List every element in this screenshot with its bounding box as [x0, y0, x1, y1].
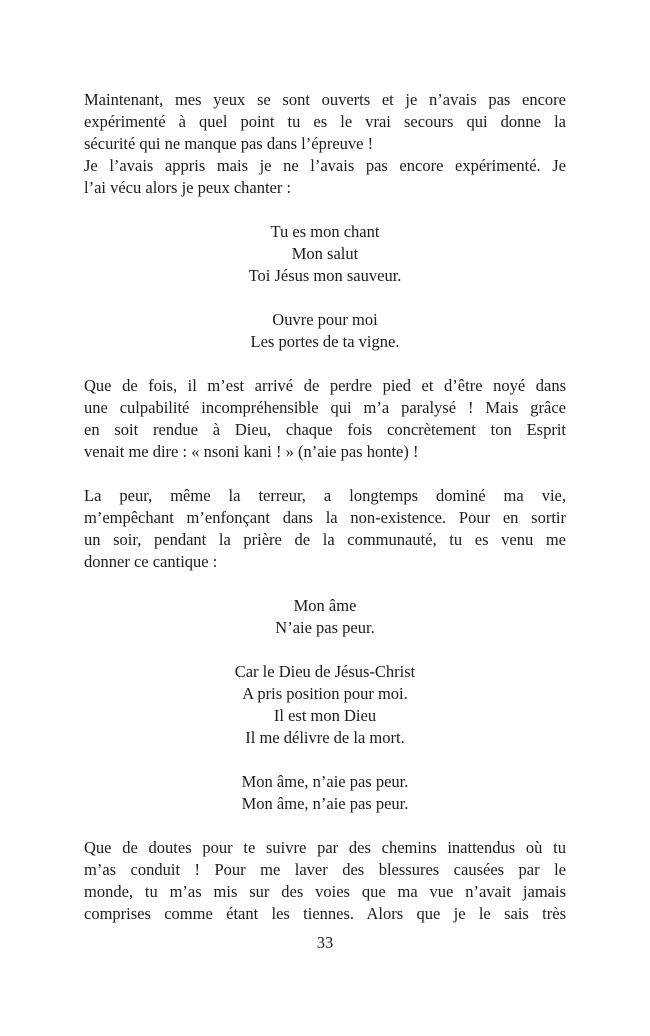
verse-stanza [84, 309, 566, 353]
paragraph [84, 837, 566, 925]
verse-line: Mon âme, n’aie pas peur. [241, 772, 409, 791]
text-line: comprises comme étant les tiennes. Alors que je le sais très [84, 904, 566, 923]
text-line: une culpabilité incompréhensible qui m’a paralysé ! Mais grâce [84, 398, 566, 417]
verse-line: Il est mon Dieu [273, 706, 377, 725]
verse-stanza [84, 595, 566, 639]
verse-line: Toi Jésus mon sauveur. [248, 266, 402, 285]
paragraph [84, 485, 566, 573]
paragraph [84, 89, 566, 155]
verse-line: A pris position pour moi. [242, 684, 408, 703]
text-line: m’empêchant m’enfonçant dans la non-existence. Pour en sortir [84, 508, 566, 527]
text-line: l’ai vécu alors je peux chanter : [84, 178, 292, 197]
verse-line: Car le Dieu de Jésus-Christ [234, 662, 416, 681]
text-line: Maintenant, mes yeux se sont ouverts et je n’avais pas encore [84, 90, 566, 109]
verse-line: Tu es mon chant [270, 222, 380, 241]
paragraph [84, 155, 566, 199]
text-line: venait me dire : « nsoni kani ! » (n’aie pas honte) ! [84, 442, 419, 461]
text-line: Je l’avais appris mais je ne l’avais pas encore expérimenté. Je [84, 156, 566, 175]
text-area [84, 89, 566, 925]
verse-line: Ouvre pour moi [272, 310, 378, 329]
text-line: sécurité qui ne manque pas dans l’épreuve ! [84, 134, 374, 153]
verse-line: Mon âme, n’aie pas peur. [241, 794, 409, 813]
text-line: un soir, pendant la prière de la communauté, tu es venu me [84, 530, 566, 549]
text-line: en soit rendue à Dieu, chaque fois concrètement ton Esprit [84, 420, 566, 439]
verse-line: Les portes de ta vigne. [250, 332, 400, 351]
verse-line: Mon salut [291, 244, 359, 263]
verse-line: Il me délivre de la mort. [245, 728, 405, 747]
text-line: Que de doutes pour te suivre par des chemins inattendus où tu [84, 838, 566, 857]
text-line: La peur, même la terreur, a longtemps dominé ma vie, [84, 486, 566, 505]
verse-stanza [84, 221, 566, 287]
paragraph [84, 375, 566, 463]
text-line: Que de fois, il m’est arrivé de perdre pied et d’être noyé dans [84, 376, 566, 395]
verse-stanza [84, 771, 566, 815]
text-line: m’as conduit ! Pour me laver des blessures causées par le [84, 860, 566, 879]
text-line: donner ce cantique : [84, 552, 218, 571]
verse-stanza [84, 661, 566, 749]
page-number: 33 [316, 933, 334, 952]
verse-line: Mon âme [293, 596, 357, 615]
text-line: monde, tu m’as mis sur des voies que ma vue n’avait jamais [84, 882, 566, 901]
text-line: expérimenté à quel point tu es le vrai secours qui donne la [84, 112, 566, 131]
verse-line: N’aie pas peur. [275, 618, 375, 637]
